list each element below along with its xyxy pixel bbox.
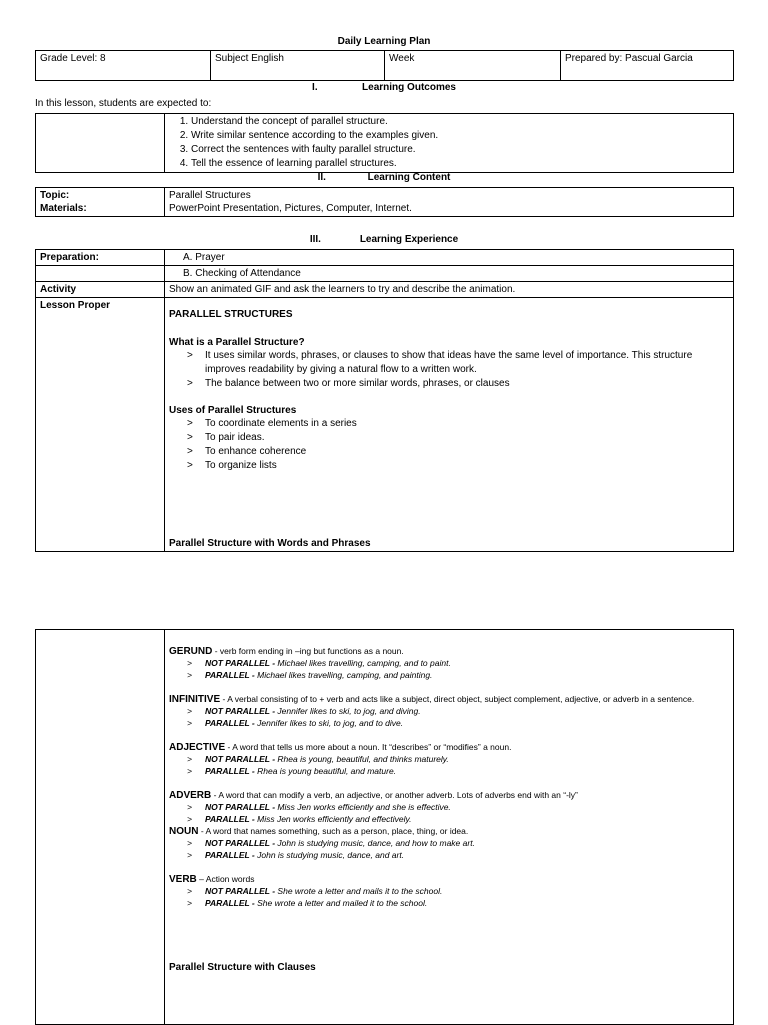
prep-empty-cell [36, 266, 165, 282]
list-item [187, 445, 729, 459]
outcomes-list-cell [165, 114, 734, 173]
term-definition: - A verbal consisting of to + verb and acts like a subject, direct object, subject complement, adjective, or adverb in a sentence. [220, 694, 695, 704]
materials-label: Materials: [40, 203, 87, 214]
arrow-bullet: > [187, 849, 192, 860]
lesson-proper-content [165, 298, 734, 552]
term-label: INFINITIVE [169, 694, 221, 705]
arrow-bullet: > [187, 886, 192, 896]
example-text: John is studying music, dance, and art. [257, 849, 405, 860]
parallel-label: PARALLEL - [205, 897, 255, 908]
outcomes-empty-cell [36, 114, 165, 173]
not-parallel-label: NOT PARALLEL - [205, 838, 276, 848]
adverb-block [169, 789, 729, 802]
adverb-examples [169, 802, 729, 825]
arrow-bullet: > [187, 446, 193, 457]
topic-value: Parallel Structures [169, 190, 251, 201]
example-item [187, 838, 729, 850]
parallel-label: PARALLEL - [205, 849, 255, 860]
term-definition: – Action words [196, 874, 255, 884]
outcome-item: 1. Understand the concept of parallel structure. [191, 115, 729, 129]
example-text: She wrote a letter and mails it to the school. [277, 886, 443, 896]
arrow-bullet: > [187, 765, 192, 776]
outcome-item: 2. Write similar sentence according to the examples given. [191, 129, 729, 143]
arrow-bullet: > [187, 418, 193, 429]
example-text: She wrote a letter and mailed it to the school. [257, 897, 428, 908]
parallel-label: PARALLEL - [205, 813, 255, 824]
example-text: Jennifer likes to ski, to jog, and to dive. [257, 717, 404, 728]
list-text: It uses similar words, phrases, or clauses to show that ideas have the same level of importance. This structure improves readability by giving a natural flow to a written work. [205, 350, 693, 375]
arrow-bullet: > [187, 838, 192, 848]
parallel-label: PARALLEL - [205, 669, 255, 680]
week: Week [385, 51, 561, 81]
arrow-bullet: > [187, 802, 192, 812]
term-definition: - A word that names something, such as a person, place, thing, or idea. [198, 826, 469, 836]
uses-list [169, 417, 729, 473]
section-title: Learning Experience [359, 234, 459, 245]
section-learning-outcomes [0, 82, 768, 93]
preparation-label: Preparation: [36, 250, 165, 266]
term-label: VERB [169, 874, 197, 885]
example-item [187, 898, 729, 910]
what-heading: What is a Parallel Structure? [169, 337, 305, 348]
verb-block [169, 873, 729, 886]
list-item [187, 349, 729, 377]
section-number: II. [317, 172, 326, 183]
noun-examples [169, 838, 729, 861]
list-text: The balance between two or more similar words, phrases, or clauses [205, 378, 510, 389]
list-text: To coordinate elements in a series [205, 418, 357, 429]
list-item [187, 377, 729, 391]
not-parallel-label: NOT PARALLEL - [205, 802, 276, 812]
list-item [187, 431, 729, 445]
arrow-bullet: > [187, 350, 193, 361]
example-item [187, 718, 729, 730]
term-label: ADVERB [169, 790, 212, 801]
section-number: I. [312, 82, 318, 93]
arrow-bullet: > [187, 897, 192, 908]
section-title: Learning Outcomes [362, 82, 456, 93]
outcome-item: 4. Tell the essence of learning parallel structures. [191, 157, 729, 171]
gerund-examples [169, 658, 729, 681]
example-text: John is studying music, dance, and how to make art. [277, 838, 475, 848]
gerund-block [169, 645, 729, 658]
noun-block [169, 825, 729, 838]
header-table [35, 50, 734, 81]
verb-examples [169, 886, 729, 909]
example-text: Miss Jen works efficiently and effectively. [257, 813, 412, 824]
term-definition: - A word that can modify a verb, an adjective, or another adverb. Lots of adverbs end with an “-ly” [211, 790, 578, 800]
page2-content [165, 630, 734, 1025]
page2-empty-cell [36, 630, 165, 1025]
adjective-examples [169, 754, 729, 777]
subject: Subject English [211, 51, 385, 81]
section-number: III. [309, 234, 321, 245]
parallel-label: PARALLEL - [205, 717, 255, 728]
arrow-bullet: > [187, 717, 192, 728]
example-item [187, 814, 729, 826]
prep-a: A. Prayer [165, 250, 734, 266]
content-labels [36, 188, 165, 217]
example-item [187, 850, 729, 862]
page-title: Daily Learning Plan [337, 36, 431, 47]
term-label: GERUND [169, 646, 213, 657]
term-definition: - verb form ending in –ing but functions as a noun. [212, 646, 404, 656]
example-text: Rhea is young, beautiful, and thinks maturely. [277, 754, 449, 764]
list-text: To pair ideas. [205, 432, 265, 443]
example-item [187, 754, 729, 766]
example-text: Rhea is young beautiful, and mature. [257, 765, 397, 776]
prep-b: B. Checking of Attendance [165, 266, 734, 282]
adjective-block [169, 741, 729, 754]
grade-level: Grade Level: 8 [36, 51, 211, 81]
outcomes-list [169, 115, 729, 171]
outcome-item: 3. Correct the sentences with faulty parallel structure. [191, 143, 729, 157]
outcomes-intro: In this lesson, students are expected to: [35, 98, 212, 109]
example-item [187, 802, 729, 814]
list-item [187, 417, 729, 431]
arrow-bullet: > [187, 378, 193, 389]
clauses-heading: Parallel Structure with Clauses [169, 962, 316, 973]
infinitive-block [169, 693, 729, 706]
content-values [165, 188, 734, 217]
term-label: NOUN [169, 826, 199, 837]
not-parallel-label: NOT PARALLEL - [205, 706, 276, 716]
example-text: Miss Jen works efficiently and she is effective. [277, 802, 451, 812]
section-learning-content [0, 172, 768, 183]
term-definition: - A word that tells us more about a noun. It “describes” or “modifies” a noun. [225, 742, 512, 752]
lesson-proper-label: Lesson Proper [36, 298, 165, 552]
not-parallel-label: NOT PARALLEL - [205, 658, 276, 668]
uses-heading: Uses of Parallel Structures [169, 405, 297, 416]
infinitive-examples [169, 706, 729, 729]
arrow-bullet: > [187, 460, 193, 471]
materials-value: PowerPoint Presentation, Pictures, Computer, Internet. [169, 203, 412, 214]
section-learning-experience [0, 234, 768, 245]
example-item [187, 658, 729, 670]
term-label: ADJECTIVE [169, 742, 226, 753]
not-parallel-label: NOT PARALLEL - [205, 754, 276, 764]
example-text: Michael likes travelling, camping, and to paint. [277, 658, 451, 668]
example-item [187, 766, 729, 778]
arrow-bullet: > [187, 706, 192, 716]
outcomes-table [35, 113, 734, 173]
arrow-bullet: > [187, 658, 192, 668]
topic-label: Topic: [40, 190, 70, 201]
list-text: To enhance coherence [205, 446, 307, 457]
example-text: Michael likes travelling, camping, and painting. [257, 669, 433, 680]
words-phrases-heading: Parallel Structure with Words and Phrases [169, 538, 371, 549]
list-text: To organize lists [205, 460, 277, 471]
lesson-heading: PARALLEL STRUCTURES [169, 309, 293, 320]
arrow-bullet: > [187, 813, 192, 824]
section-title: Learning Content [367, 172, 451, 183]
list-item [187, 459, 729, 473]
arrow-bullet: > [187, 669, 192, 680]
parallel-label: PARALLEL - [205, 765, 255, 776]
example-item [187, 670, 729, 682]
example-text: Jennifer likes to ski, to jog, and diving. [277, 706, 421, 716]
prepared-by: Prepared by: Pascual Garcia [561, 51, 734, 81]
not-parallel-label: NOT PARALLEL - [205, 886, 276, 896]
page2-table [35, 629, 734, 1025]
example-item [187, 706, 729, 718]
activity-label: Activity [36, 282, 165, 298]
arrow-bullet: > [187, 754, 192, 764]
arrow-bullet: > [187, 432, 193, 443]
content-table [35, 187, 734, 217]
experience-table [35, 249, 734, 552]
example-item [187, 886, 729, 898]
activity-value: Show an animated GIF and ask the learners to try and describe the animation. [165, 282, 734, 298]
what-list [169, 349, 729, 391]
